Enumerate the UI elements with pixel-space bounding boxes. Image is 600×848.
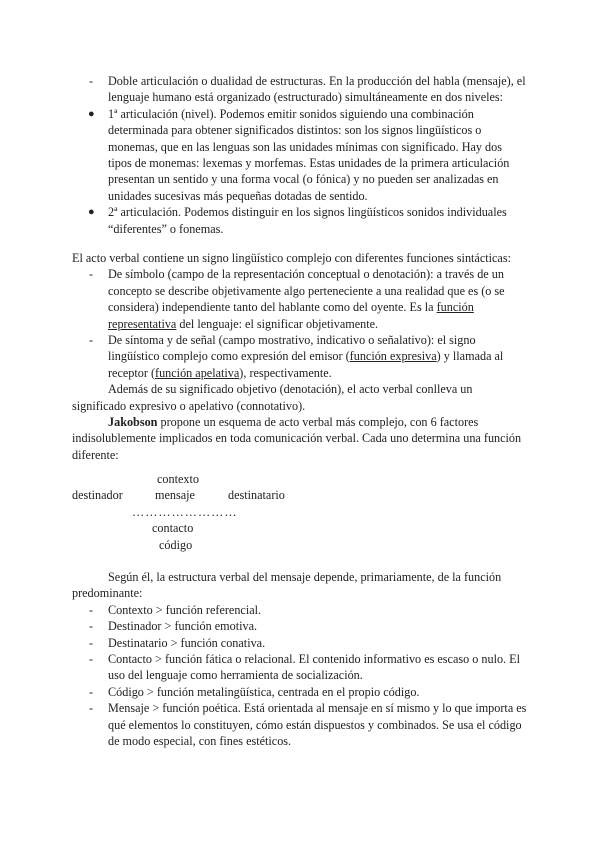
diagram-destinador: destinador: [72, 488, 123, 502]
dash-marker: -: [89, 652, 94, 667]
item-text: 1ª articulación (nivel). Podemos emitir sonidos siguiendo una combinación determinada para obtener significados distintos: son los signos lingüísticos o monemas, que en las lenguas son las unidades mínimas con significado. Hay dos tipos de monemas: lexemas y morfemas. Estas unidades de la primera articulación presentan un sentido y una forma vocal (o fónica) y no pueden ser analizadas en unidades sucesivas más pequeñas dotadas de sentido.: [108, 106, 510, 203]
item-text: Contacto > función fática o relacional. El contenido informativo es escaso o nulo. El uso del lenguaje como herramienta de socialización.: [108, 652, 520, 683]
list-item: [0, 684, 600, 700]
diagram-destinatario: destinatario: [228, 488, 285, 502]
paragraph: [0, 414, 600, 463]
list-item: [0, 266, 600, 332]
section-articulacion: [0, 73, 600, 237]
list-item: [0, 106, 600, 204]
funcion-apelativa-link: función apelativa: [155, 365, 240, 380]
item-text: del lenguaje: el significar objetivamente.: [176, 316, 379, 331]
item-text: Código > función metalingüística, centrada en el propio código.: [108, 684, 420, 699]
funcion-expresiva-link: función expresiva: [349, 349, 437, 364]
diagram-dots: ……………………: [132, 505, 238, 519]
paragraph-text: propone un esquema de acto verbal más complejo, con 6 factores indisolublemente implicados en toda comunicación verbal. Cada uno determina una función diferente:: [72, 415, 522, 462]
diagram-contexto: contexto: [157, 472, 199, 486]
paragraph: Según él, la estructura verbal del mensaje depende, primariamente, de la función predominante:: [72, 570, 502, 601]
item-text: Destinatario > función conativa.: [108, 635, 266, 650]
list-item: [0, 618, 600, 634]
funcion-representativa-link: función representativa: [108, 300, 474, 331]
item-text: Contexto > función referencial.: [108, 602, 262, 617]
list-item: [0, 602, 600, 618]
jakobson-name: Jakobson: [108, 415, 158, 430]
list-item: [0, 700, 600, 749]
dash-marker: -: [89, 701, 94, 716]
item-text: ) y llamada al receptor (: [108, 349, 504, 380]
item-text: ), respectivamente.: [239, 365, 332, 380]
bullet-icon: ●: [88, 206, 95, 219]
dash-marker: -: [89, 684, 94, 699]
list-item: [0, 332, 600, 381]
list-item: [0, 204, 600, 237]
diagram-mensaje: mensaje: [155, 488, 195, 502]
dash-marker: -: [89, 333, 94, 348]
dash-marker: -: [89, 619, 94, 634]
bullet-icon: ●: [88, 107, 95, 120]
dash-marker: -: [89, 602, 94, 617]
paragraph: Además de su significado objetivo (denotación), el acto verbal conlleva un significado expresivo o apelativo (connotativo).: [72, 382, 473, 413]
section-funciones: [0, 569, 600, 749]
item-text: De síntoma y de señal (campo mostrativo, indicativo o señalativo): el signo lingüístico complejo como expresión del emisor (: [108, 333, 476, 364]
dash-marker: -: [89, 635, 94, 650]
diagram-codigo: código: [159, 538, 193, 552]
list-item: [0, 635, 600, 651]
dash-marker: -: [89, 74, 94, 88]
paragraph: El acto verbal contiene un signo lingüístico complejo con diferentes funciones sintácticas:: [72, 251, 511, 265]
diagram-contacto: contacto: [152, 521, 194, 535]
item-text: Doble articulación o dualidad de estructuras. En la producción del habla (mensaje), el lenguaje humano está organizado (estructurado) simultáneamente en dos niveles:: [108, 74, 526, 105]
item-text: De símbolo (campo de la representación conceptual o denotación): a través de un concepto se describe objetivamente algo perteneciente a una realidad que es (o se considera) independiente tanto del hablante como del oyente. Es la: [108, 267, 505, 315]
list-item: [0, 651, 600, 684]
dash-marker: -: [89, 267, 94, 282]
item-text: 2ª articulación. Podemos distinguir en los signos lingüísticos sonidos individuales “diferentes” o fonemas.: [108, 205, 507, 236]
list-item: [0, 73, 600, 106]
section-acto-verbal: [0, 250, 600, 463]
item-text: Destinador > función emotiva.: [108, 619, 258, 634]
item-text: Mensaje > función poética. Está orientada al mensaje en sí mismo y lo que importa es qué elementos lo constituyen, cómo están dispuestos y combinados. Se usa el código de modo especial, con fines estéticos.: [108, 701, 527, 749]
